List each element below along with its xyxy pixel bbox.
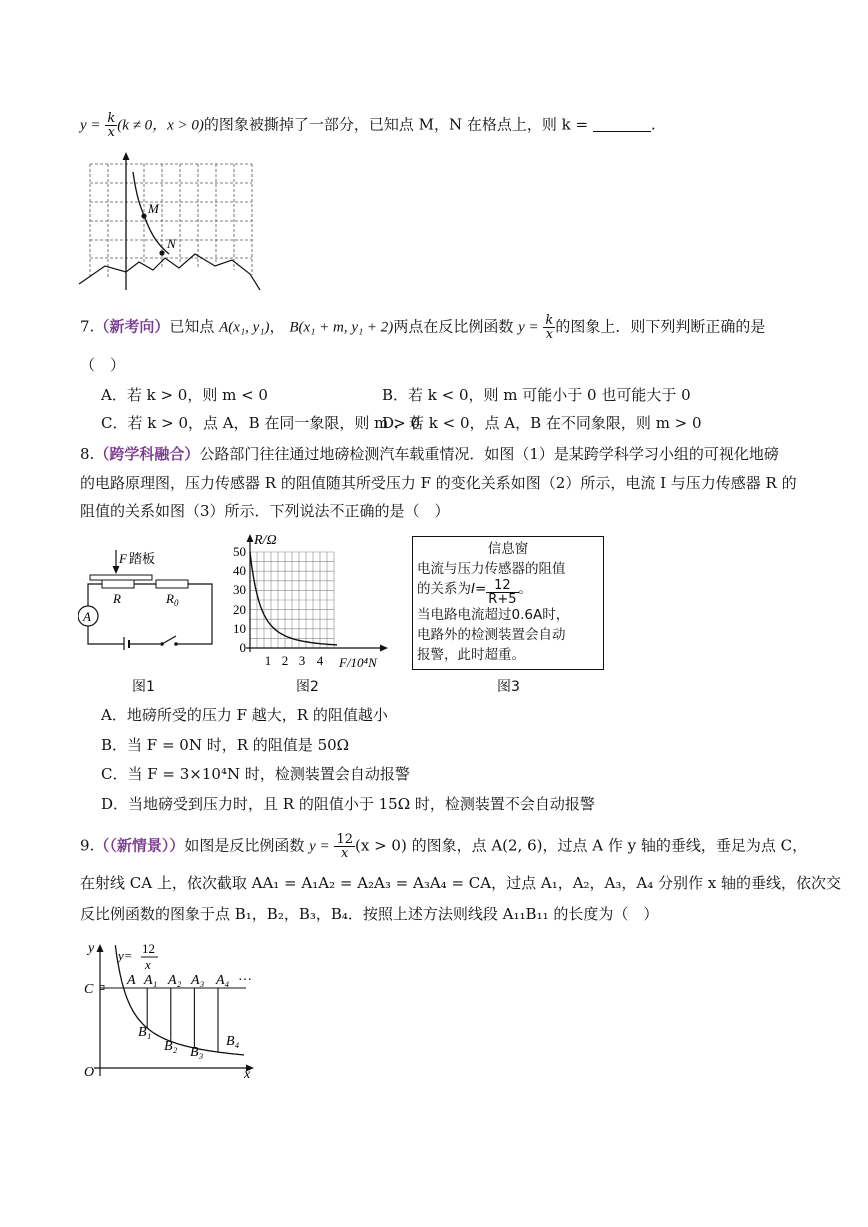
q9-func-denominator: x <box>341 846 349 861</box>
q8-fig3-formula-line <box>417 579 599 605</box>
q9-func-label-den: x <box>145 957 151 972</box>
q8-fig2-ytick: 30 <box>233 582 246 597</box>
q7-text-a: 已知点 <box>169 317 215 336</box>
q8-fig1-board <box>90 575 152 580</box>
q8-fig2-ytick: 20 <box>233 602 246 617</box>
q8-fig2-x-arrow <box>380 645 388 652</box>
q8-option-B[interactable]: B．当 F = 0N 时，R 的阻值是 50Ω <box>101 736 350 754</box>
q7-sep: ， <box>269 317 285 336</box>
q8-fig2-caption: 图2 <box>296 679 319 695</box>
q8-fig2-xticks <box>265 653 324 668</box>
q7-func-fraction <box>543 314 555 341</box>
q7-option-B[interactable]: B．若 k < 0，则 m 可能小于 0 也可能大于 0 <box>382 386 691 404</box>
q8-fig1-caption: 图1 <box>132 679 155 695</box>
q9-label-x: x <box>244 1067 251 1082</box>
q9-perpendiculars <box>147 988 218 1052</box>
q9-label-O: O <box>84 1065 95 1080</box>
q9-text-a: 如图是反比例函数 <box>184 836 305 855</box>
q9-figure <box>78 936 268 1082</box>
q7-option-C[interactable]: C．若 k > 0，点 A，B 在同一象限，则 m > 0 <box>101 414 421 432</box>
q8-fig2-ylabel: R/Ω <box>254 533 277 548</box>
q8-number: 8. <box>80 445 95 463</box>
q8-tag: （跨学科融合） <box>94 445 200 463</box>
q7-func-numerator: k <box>545 313 554 328</box>
q6-func-condition: (k ≠ 0，x > 0) <box>117 117 204 134</box>
q9-label-dots: ··· <box>238 973 252 988</box>
q8-fig2-xlabel: F/10⁴N <box>339 655 377 670</box>
q8-fig3-caption: 图3 <box>497 679 520 695</box>
q8-fig2-yticks <box>233 544 246 655</box>
q8-fig3-denominator: R+5 <box>488 592 517 607</box>
q9-line-2: 在射线 CA 上，依次截取 AA₁ = A₁A₂ = A₂A₃ = A₃A₄ = CA，过点 A₁，A₂，A₃，A₄ 分别作 x 轴的垂线，依次交 <box>80 874 842 892</box>
q9-tag: （（新情景）） <box>94 836 185 855</box>
q8-fig3-line-2c: 。 <box>518 581 532 597</box>
q6-func-numerator: k <box>107 111 116 126</box>
q9-label-B1: B₁ <box>138 1025 152 1040</box>
q8-fig1-resistor-R0 <box>156 580 188 588</box>
q8-option-C[interactable]: C．当 F = 3×10⁴N 时，检测装置会自动报警 <box>101 765 410 783</box>
q8-fig2-xtick: 2 <box>281 653 289 668</box>
q6-func-y: y = <box>80 117 101 134</box>
q9-label-B2: B₂ <box>164 1039 178 1054</box>
q8-fig3-line-5: 报警，此时超重。 <box>417 647 525 663</box>
q8-fig1-label-board: 踏板 <box>129 551 156 566</box>
q9-func-label <box>116 941 158 972</box>
q8-fig3-line-1: 电流与压力传感器的阻值 <box>417 561 566 577</box>
q8-option-A[interactable]: A．地磅所受的压力 F 越大，R 的阻值越小 <box>101 706 388 724</box>
q8-fig3-title: 信息窗 <box>487 541 529 557</box>
q8-line-3: 阻值的关系如图（3）所示．下列说法不正确的是（ ） <box>80 502 450 520</box>
q8-line-2: 的电路原理图，压力传感器 R 的阻值随其所受压力 F 的变化关系如图（2）所示，电流 I 与压力传感器 R 的 <box>80 474 797 492</box>
q6-func-fraction <box>105 112 117 139</box>
q9-y-arrow <box>97 944 104 952</box>
q8-fig2-grid <box>250 552 334 648</box>
q7-option-D[interactable]: D．若 k < 0，点 A，B 在不同象限，则 m > 0 <box>382 414 702 432</box>
q8-fig2-curve <box>250 552 337 645</box>
q7-func-y: y = <box>518 319 539 336</box>
q8-text-1: 公路部门往往通过地磅检测汽车载重情况．如图（1）是某跨学科学习小组的可视化地磅 <box>199 445 779 463</box>
q7-statement <box>80 314 765 341</box>
q9-func-label-num: 12 <box>142 941 155 956</box>
q9-label-B3: B₃ <box>190 1045 204 1060</box>
q9-line-1 <box>80 833 807 860</box>
q6-text: 的图象被撕掉了一部分，已知点 M，N 在格点上，则 k = <box>203 115 589 134</box>
q6-label-M: M <box>148 201 159 216</box>
q9-curve <box>115 945 244 1055</box>
q9-label-A1: A₁ <box>144 973 158 988</box>
q8-fig1-label-R: R <box>113 591 121 606</box>
q9-func-y: y = <box>309 838 330 855</box>
q9-label-C: C <box>84 982 94 997</box>
q9-label-y: y <box>88 941 95 956</box>
q6-torn-edge <box>79 254 260 290</box>
q6-answer-blank[interactable] <box>593 117 651 132</box>
q8-fig3-formula-lhs: I= <box>471 581 487 597</box>
q8-fig1-circuit <box>78 548 218 650</box>
q8-fig3-line-2a: 的关系为 <box>417 581 471 597</box>
q8-fig3-fraction <box>486 579 518 606</box>
q8-fig3-info-box <box>412 536 604 670</box>
q7-func-denominator: x <box>545 327 554 342</box>
q7-point-A: A(x₁, y₁) <box>219 319 270 336</box>
q9-number: 9. <box>80 836 95 855</box>
q7-tag: （新考向） <box>94 317 170 336</box>
q7-text-b: 两点在反比例函数 <box>393 317 514 336</box>
q8-fig1-switch-contact <box>174 642 178 646</box>
q9-func-label-y: y= <box>118 948 133 963</box>
q6-point-M <box>141 213 146 218</box>
q6-point-N <box>159 250 164 255</box>
q8-fig3-line-3: 当电路电流超过0.6A时， <box>417 607 570 623</box>
q9-line-3: 反比例函数的图象于点 B₁，B₂，B₃，B₄．按照上述方法则线段 A₁₁B₁₁ 的长度为（ ） <box>80 905 659 923</box>
q6-label-N: N <box>167 236 176 251</box>
q9-func-fraction <box>334 833 355 860</box>
q9-label-A2: A₂ <box>168 973 182 988</box>
q8-fig2-ytick: 10 <box>233 621 246 636</box>
q6-end: . <box>650 115 656 134</box>
q8-fig2-ytick: 50 <box>233 544 246 559</box>
q9-label-A4: A₄ <box>216 973 230 988</box>
q7-text-c: 的图象上．则下列判断正确的是 <box>555 317 766 336</box>
q8-fig3-line-4: 电路外的检测装置会自动 <box>417 627 566 643</box>
q8-line-1 <box>80 443 779 465</box>
q6-y-axis-arrow <box>123 152 130 160</box>
q6-func-denominator: x <box>107 125 115 140</box>
q8-fig2-y-arrow <box>247 534 254 542</box>
q8-fig1-switch <box>162 636 176 644</box>
q7-number: 7. <box>80 317 95 336</box>
q6-statement <box>80 112 656 139</box>
q9-text-b: (x > 0) 的图象，点 A(2, 6)，过点 A 作 y 轴的垂线，垂足为点 C， <box>354 836 808 855</box>
q8-fig2-xtick: 1 <box>264 653 272 668</box>
q8-fig1-resistor-R <box>102 580 134 588</box>
q8-fig3-numerator: 12 <box>486 579 518 593</box>
q8-fig2-ytick: 0 <box>239 640 246 655</box>
q8-fig1-force-arrowhead <box>113 566 120 574</box>
q9-label-A3: A₃ <box>191 973 205 988</box>
q7-option-A[interactable]: A．若 k > 0，则 m < 0 <box>101 386 268 404</box>
q8-fig1-label-A: A <box>83 609 91 624</box>
q8-fig2-xtick: 4 <box>316 653 324 668</box>
q8-option-D[interactable]: D．当地磅受到压力时，且 R 的阻值小于 15Ω 时，检测装置不会自动报警 <box>101 795 595 813</box>
q9-func-numerator: 12 <box>336 832 353 847</box>
q8-fig1-label-F: F <box>119 551 127 566</box>
q8-fig2-xtick: 3 <box>298 653 306 668</box>
q8-fig1-wire-right <box>176 584 212 644</box>
q8-fig1-label-R0: $R_0$ <box>166 591 179 608</box>
q8-fig2-ytick: 40 <box>233 563 246 578</box>
q9-label-A: A <box>127 973 136 988</box>
q6-figure <box>75 150 270 300</box>
q7-point-B: B(x₁ + m, y₁ + 2) <box>289 319 394 336</box>
q7-paren: （ ） <box>80 356 126 374</box>
q9-label-B4: B₄ <box>226 1034 240 1049</box>
q8-fig1-wire-bottom-left <box>88 626 124 644</box>
q8-fig2-graph <box>228 532 398 672</box>
